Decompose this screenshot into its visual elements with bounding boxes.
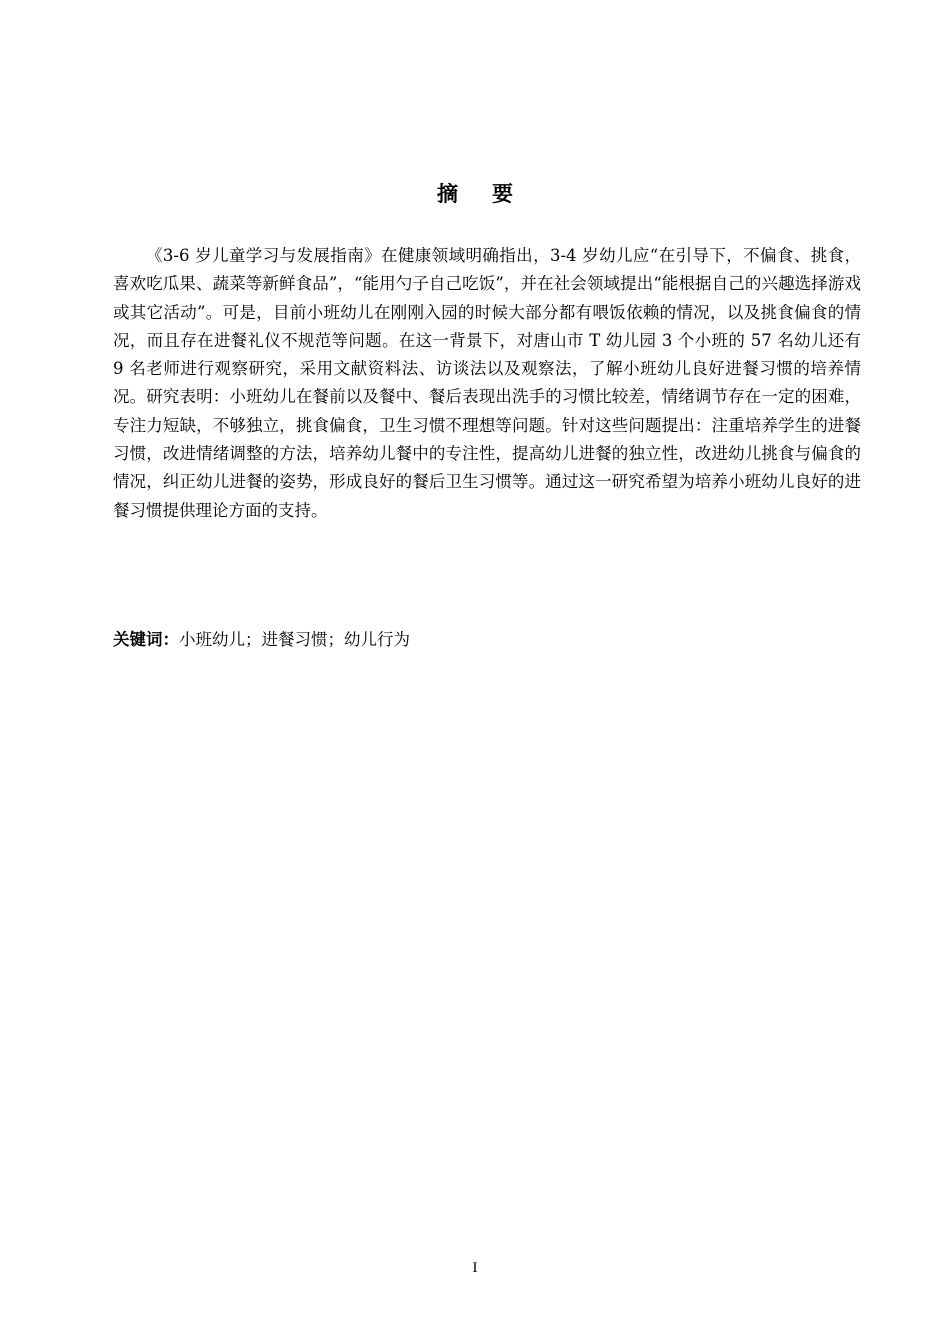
page-title: 摘要: [437, 182, 547, 206]
page-number: I: [472, 1260, 478, 1276]
keywords-text: 小班幼儿；进餐习惯；幼儿行为: [179, 630, 410, 649]
abstract-paragraph: 《3-6 岁儿童学习与发展指南》在健康领域明确指出，3-4 岁幼儿应“在引导下，不偏食、挑食，喜欢吃瓜果、蔬菜等新鲜食品”，“能用勺子自己吃饭”，并在社会领域提出“能根据自己的兴趣选择游戏或其它活动”。可是，目前小班幼儿在刚刚入园的时候大部分都有喂饭依赖的情况，以及挑食偏食的情况，而且存在进餐礼仪不规范等问题。在这一背景下，对唐山市 T 幼儿园 3 个小班的 57 名幼儿还有 9 名老师进行观察研究，采用文献资料法、访谈法以及观察法，了解小班幼儿良好进餐习惯的培养情况。研究表明：小班幼儿在餐前以及餐中、餐后表现出洗手的习惯比较差，情绪调节存在一定的困难，专注力短缺，不够独立，挑食偏食，卫生习惯不理想等问题。针对这些问题提出：注重培养学生的进餐习惯，改进情绪调整的方法，培养幼儿餐中的专注性，提高幼儿进餐的独立性，改进幼儿挑食与偏食的情况，纠正幼儿进餐的姿势，形成良好的餐后卫生习惯等。通过这一研究希望为培养小班幼儿良好的进餐习惯提供理论方面的支持。: [113, 246, 861, 520]
keywords-label: 关键词：: [113, 630, 179, 649]
keywords-line: [113, 626, 861, 654]
